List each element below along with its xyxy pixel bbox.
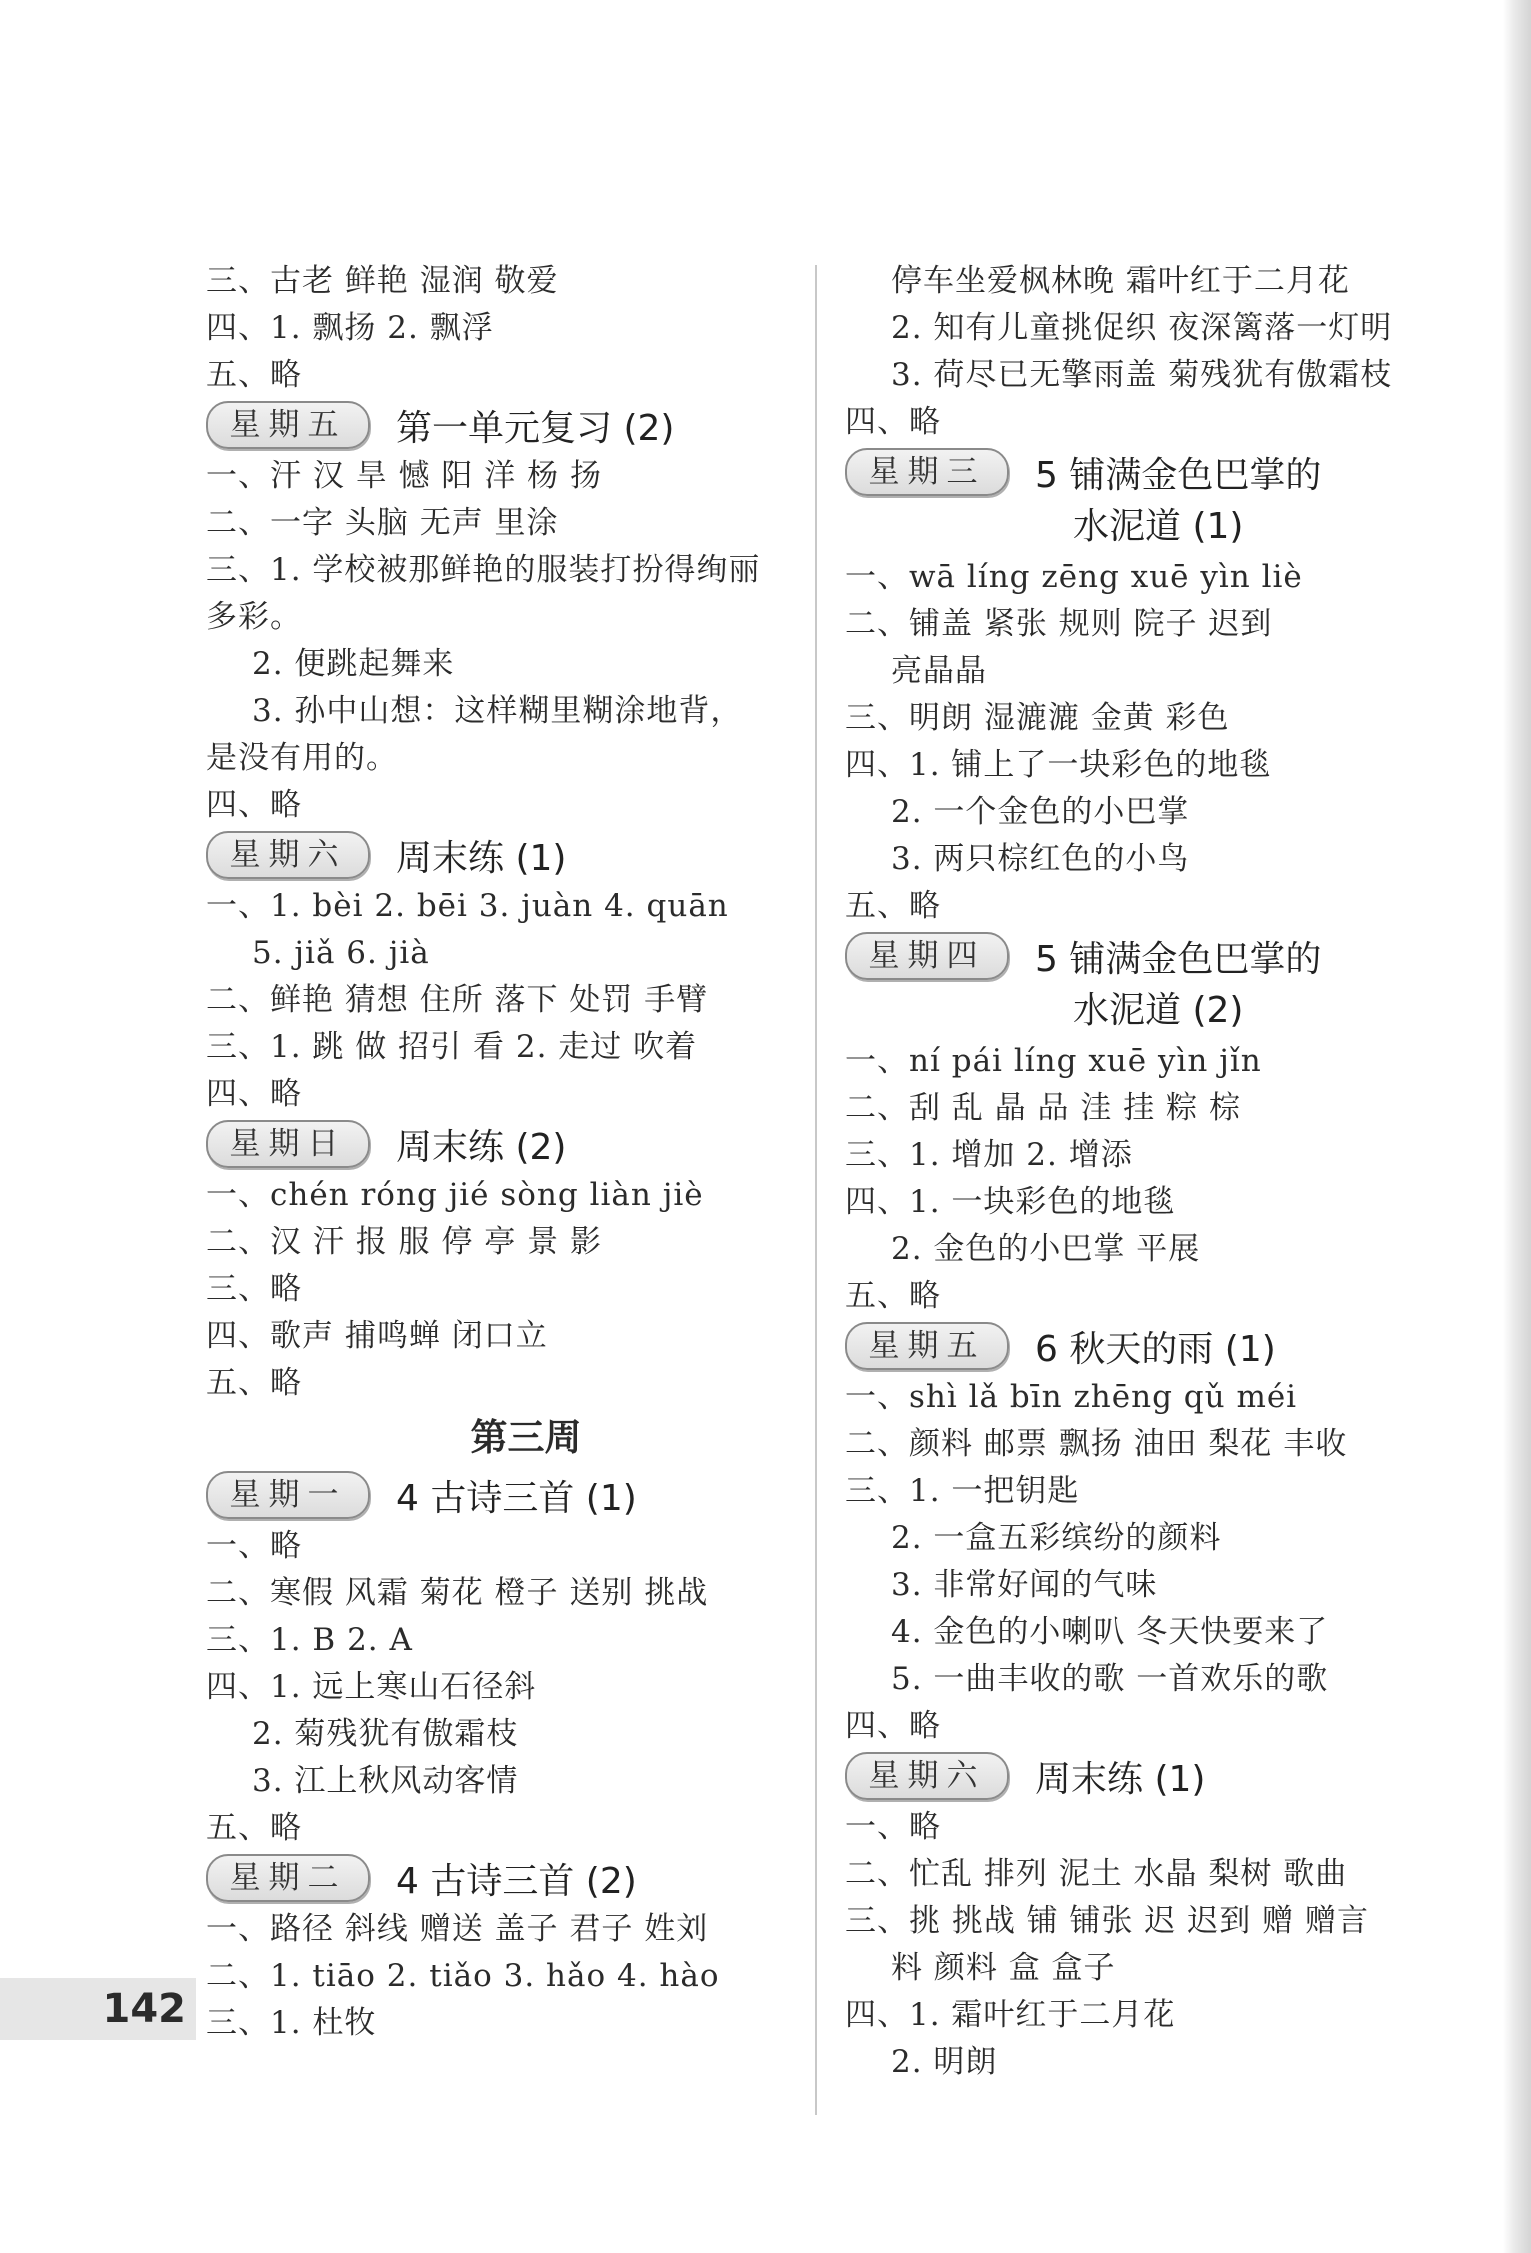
day-badge: 星期三 (845, 448, 1009, 496)
section-title: 5 铺满金色巴掌的 (1035, 938, 1322, 980)
section-header (845, 1318, 1425, 1374)
answer-line: 五、略 (845, 888, 941, 924)
answer-line: 一、1. bèi 2. bēi 3. juàn 4. quān (206, 888, 729, 924)
answer-line: 二、忙乱 排列 泥土 水晶 梨树 歌曲 (845, 1856, 1348, 1892)
answer-line: 3. 江上秋风动客情 (252, 1763, 519, 1799)
section-title: 周末练 (1) (1035, 1758, 1206, 1800)
answer-line: 3. 荷尽已无擎雨盖 菊残犹有傲霜枝 (891, 357, 1393, 393)
answer-line: 多彩。 (206, 599, 302, 635)
answer-line: 一、略 (206, 1528, 302, 1564)
answer-line: 三、略 (206, 1271, 302, 1307)
answer-line: 5. 一曲丰收的歌 一首欢乐的歌 (891, 1661, 1329, 1697)
day-badge: 星期五 (845, 1322, 1009, 1370)
day-badge: 星期五 (206, 401, 370, 449)
answer-line: 2. 菊残犹有傲霜枝 (252, 1716, 519, 1752)
answer-line: 三、1. 跳 做 招引 看 2. 走过 吹着 (206, 1029, 698, 1065)
section-title: 第一单元复习 (2) (396, 407, 675, 449)
answer-line: 四、1. 远上寒山石径斜 (206, 1669, 537, 1705)
section-header (206, 1850, 786, 1906)
answer-line: 亮晶晶 (891, 653, 987, 689)
section-title-continued: 水泥道 (2) (1073, 990, 1244, 1031)
answer-line: 四、略 (206, 787, 302, 823)
answer-line: 2. 知有儿童挑促织 夜深篱落一灯明 (891, 310, 1393, 346)
answer-line: 4. 金色的小喇叭 冬天快要来了 (891, 1614, 1329, 1650)
answer-line: 3. 孙中山想：这样糊里糊涂地背， (252, 693, 743, 729)
section-title: 4 古诗三首 (1) (396, 1477, 637, 1519)
section-title-continued: 水泥道 (1) (1073, 506, 1244, 547)
answer-line: 五、略 (206, 357, 302, 393)
left-column (206, 258, 786, 2047)
answer-line: 二、鲜艳 猜想 住所 落下 处罚 手臂 (206, 982, 709, 1018)
answer-line: 五、略 (206, 1365, 302, 1401)
answer-line: 二、一字 头脑 无声 里涂 (206, 505, 559, 541)
answer-line: 四、略 (845, 1708, 941, 1744)
section-title: 周末练 (2) (396, 1126, 567, 1168)
answer-line: 三、1. B 2. A (206, 1622, 413, 1658)
answer-line: 二、1. tiāo 2. tiǎo 3. hǎo 4. hào (206, 1958, 720, 1994)
answer-line: 3. 两只棕红色的小鸟 (891, 841, 1190, 877)
page-edge-shadow (1503, 0, 1531, 2253)
answer-line: 一、wā líng zēng xuē yìn liè (845, 559, 1303, 595)
right-column (845, 258, 1425, 2086)
section-title: 周末练 (1) (396, 837, 567, 879)
day-badge: 星期二 (206, 1854, 370, 1902)
answer-line: 四、歌声 捕鸣蝉 闭口立 (206, 1318, 548, 1354)
answer-line: 五、略 (845, 1278, 941, 1314)
section-header (206, 827, 786, 883)
answer-line: 是没有用的。 (206, 740, 398, 776)
section-header (845, 1748, 1425, 1804)
answer-line: 二、汉 汗 报 服 停 亭 景 影 (206, 1224, 602, 1260)
section-header (206, 1467, 786, 1523)
answer-line: 二、寒假 风霜 菊花 橙子 送别 挑战 (206, 1575, 709, 1611)
section-title: 6 秋天的雨 (1) (1035, 1328, 1276, 1370)
day-badge: 星期四 (845, 932, 1009, 980)
answer-line: 三、明朗 湿漉漉 金黄 彩色 (845, 700, 1230, 736)
answer-line: 停车坐爱枫林晚 霜叶红于二月花 (891, 263, 1350, 299)
section-title: 5 铺满金色巴掌的 (1035, 454, 1322, 496)
section-header (845, 928, 1425, 984)
answer-line: 三、1. 学校被那鲜艳的服装打扮得绚丽 (206, 552, 761, 588)
answer-line: 四、1. 霜叶红于二月花 (845, 1997, 1176, 2033)
section-header (845, 444, 1425, 500)
section-title: 4 古诗三首 (2) (396, 1860, 637, 1902)
answer-line: 二、铺盖 紧张 规则 院子 迟到 (845, 606, 1273, 642)
answer-line: 2. 金色的小巴掌 平展 (891, 1231, 1201, 1267)
section-header (206, 1116, 786, 1172)
answer-line: 一、略 (845, 1809, 941, 1845)
answer-line: 三、1. 增加 2. 增添 (845, 1137, 1133, 1173)
answer-line: 四、略 (845, 404, 941, 440)
page-number: 142 (0, 1978, 196, 2040)
answer-line: 二、刮 乱 晶 品 洼 挂 粽 棕 (845, 1090, 1241, 1126)
answer-line: 四、1. 一块彩色的地毯 (845, 1184, 1176, 1220)
answer-line: 四、略 (206, 1076, 302, 1112)
day-badge: 星期六 (845, 1752, 1009, 1800)
day-badge: 星期日 (206, 1120, 370, 1168)
answer-line: 2. 明朗 (891, 2044, 998, 2080)
answer-line: 3. 非常好闻的气味 (891, 1567, 1158, 1603)
answer-line: 5. jiǎ 6. jià (252, 935, 430, 971)
answer-line: 一、路径 斜线 赠送 盖子 君子 姓刘 (206, 1911, 709, 1947)
answer-line: 一、shì lǎ bīn zhēng qǔ méi (845, 1379, 1298, 1415)
answer-line: 一、汗 汉 旱 憾 阳 洋 杨 扬 (206, 458, 602, 494)
answer-line: 五、略 (206, 1810, 302, 1846)
answer-line: 二、颜料 邮票 飘扬 油田 梨花 丰收 (845, 1426, 1348, 1462)
column-divider (815, 265, 817, 2115)
answer-line: 一、ní pái líng xuē yìn jǐn (845, 1043, 1262, 1079)
answer-line: 2. 便跳起舞来 (252, 646, 455, 682)
answer-line: 2. 一盒五彩缤纷的颜料 (891, 1520, 1222, 1556)
week-heading: 第三周 (470, 1416, 582, 1459)
answer-line: 三、1. 一把钥匙 (845, 1473, 1080, 1509)
answer-line: 料 颜料 盒 盒子 (891, 1950, 1116, 1986)
answer-line: 三、挑 挑战 铺 铺张 迟 迟到 赠 赠言 (845, 1903, 1369, 1939)
answer-line: 三、1. 杜牧 (206, 2005, 377, 2041)
section-header (206, 397, 786, 453)
answer-line: 四、1. 铺上了一块彩色的地毯 (845, 747, 1272, 783)
answer-line: 2. 一个金色的小巴掌 (891, 794, 1190, 830)
answer-line: 四、1. 飘扬 2. 飘浮 (206, 310, 494, 346)
answer-line: 一、chén róng jié sòng liàn jiè (206, 1177, 704, 1213)
answer-line: 三、古老 鲜艳 湿润 敬爱 (206, 263, 559, 299)
day-badge: 星期一 (206, 1471, 370, 1519)
day-badge: 星期六 (206, 831, 370, 879)
